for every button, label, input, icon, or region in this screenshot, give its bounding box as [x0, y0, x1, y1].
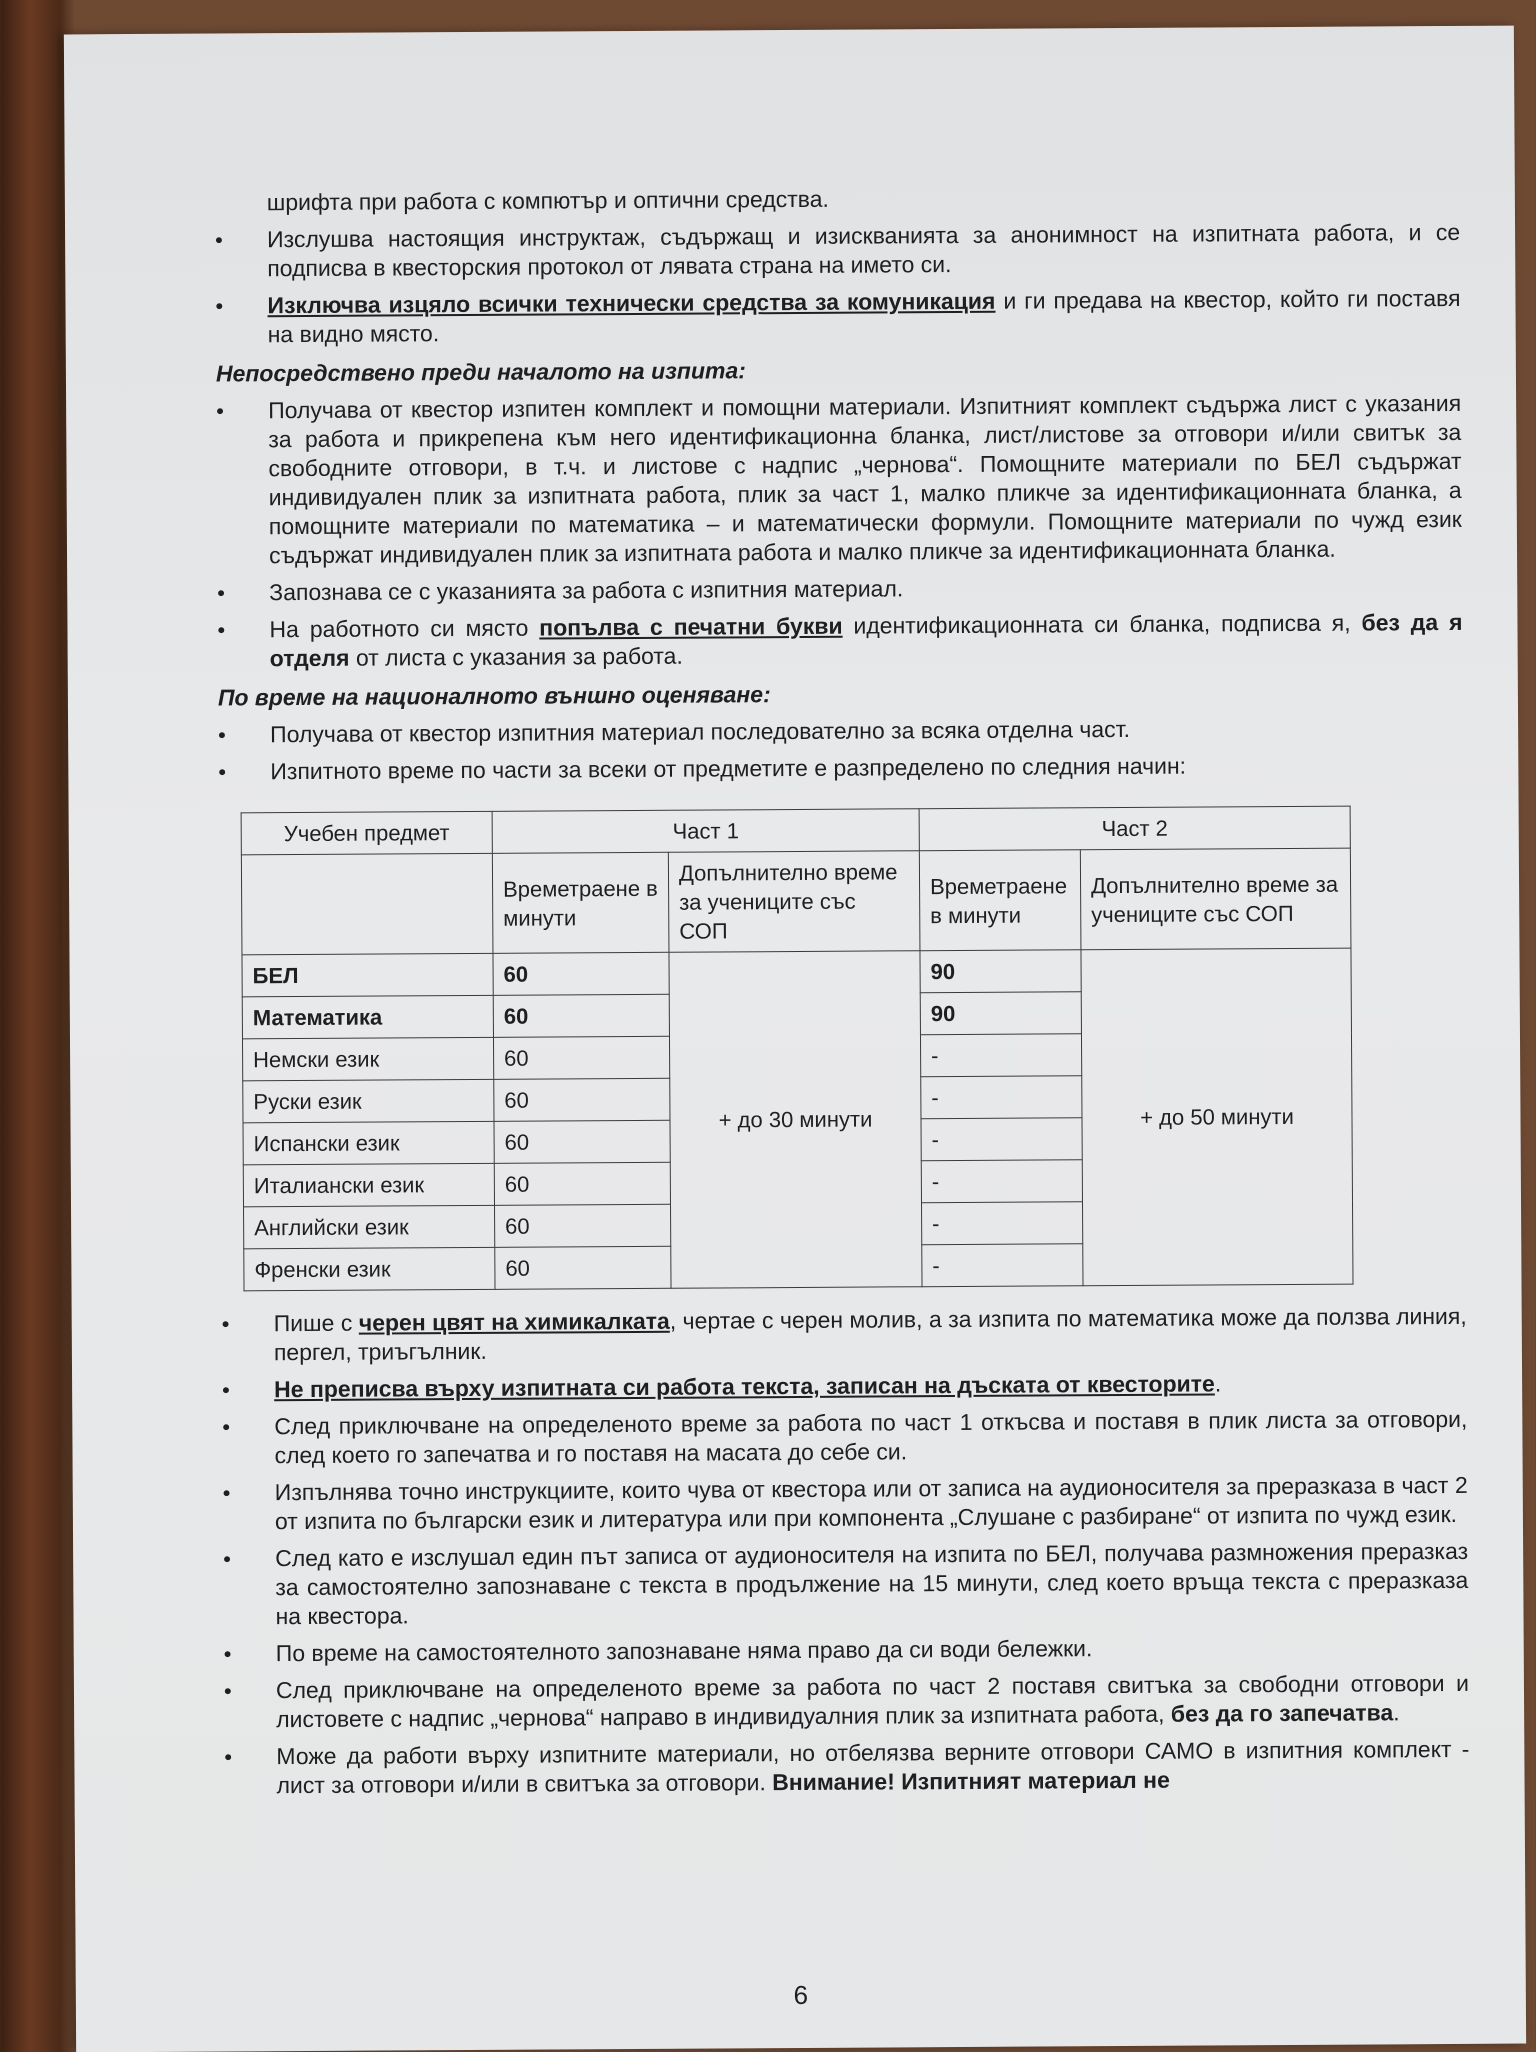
bullet-receive-material: • Получава от квестор изпитния материал последователно за всяка отделна част.	[218, 713, 1463, 750]
bullet-listen-instructions: • Изслушва настоящия инструктаж, съдържащ и изискванията за анонимност на изпитната работа, и се подписва в квесторския протокол от лявата страна на името си.	[215, 218, 1460, 284]
bullet-switch-off-devices: • Изключва изцяло всички технически средства за комуникация и ги предава на квестор, който ги поставя на видно място.	[215, 284, 1460, 350]
bullet-black-pen: • Пише с черен цвят на химикалката, чертае с черен молив, а за изпита по математика може да ползва линия, пергел, триъгълник.	[222, 1302, 1467, 1368]
header-extra-part2: Допълнително време за учениците със СОП	[1080, 848, 1351, 950]
bold-underlined-text: Изключва изцяло всички технически средства за комуникация	[267, 287, 996, 319]
section-heading-during-exam: По време на националното външно оценяване:	[217, 681, 771, 711]
header-extra-part1: Допълнително време за учениците със СОП	[668, 851, 920, 953]
page-number: 6	[793, 1979, 809, 2011]
bullet-time-distribution: • Изпитното време по части за всеки от предметите е разпределено по следния начин:	[218, 750, 1463, 787]
header-time-part2: Времетраене в минути	[919, 850, 1081, 951]
table-row: Немски език 60 -	[242, 1032, 1351, 1081]
bullet-mark-answers: • Може да работи върху изпитните материали, но отбелязва верните отговори САМО в изпитния комплект - лист за отговори и/или в свитъка за отговори. Внимание! Изпитният материал не	[224, 1735, 1469, 1801]
bullet-receive-exam-set: • Получава от квестор изпитен комплект и помощни материали. Изпитният комплект съдържа лист с указания за работа и прикрепена към него идентификационна бланка, лист/листове за отговори и/или свитък за свободните отговори, в т.ч. и листове с надпис „чернова“. Помощните материали по БЕЛ съдържат индивидуален плик за изпитната работа, плик за част 1, малко пликче за идентификационната бланка, а помощните материали по математика – и математически формули. Помощните материали по чужд език съдържат индивидуален плик за изпитната работа и малко пликче за идентификационната бланка.	[216, 389, 1462, 571]
table-row: Руски език 60 -	[243, 1074, 1352, 1123]
table-row: БЕЛ 60 + до 30 минути 90 + до 50 минути	[242, 948, 1351, 997]
bullet-read-instructions: • Запознава се с указанията за работа с изпитния материал.	[217, 571, 1462, 608]
exam-time-table	[241, 806, 1354, 1292]
table-row: Италиански език 60 -	[243, 1158, 1352, 1207]
extra-time-part1: + до 30 минути	[669, 951, 922, 1289]
bullet-follow-audio: • Изпълнява точно инструкциите, които чува от квестора или от записа на аудионосителя за преразказа в част 2 от изпита по български език и литература или при компонента „Слушане с разбиране“ от изпита по чужд език.	[223, 1471, 1468, 1537]
bullet-part1-envelope: • След приключване на определеното време за работа по част 1 откъсва и поставя в плик листа за отговори, след което го запечатва и го поставя на масата до себе си.	[222, 1405, 1467, 1471]
page-content	[215, 181, 1470, 1801]
header-part1: Част 1	[492, 809, 919, 854]
continued-line: шрифта при работа с компютър и оптични средства.	[266, 185, 829, 216]
table-row: Английски език 60 -	[244, 1200, 1353, 1249]
bullet-fill-id-form: • На работното си място попълва с печатни букви идентификационната си бланка, подписва я, без да я отделя от листа с указания за работа.	[217, 608, 1462, 674]
header-part2: Част 2	[919, 806, 1350, 851]
bullet-part2-envelope: • След приключване на определеното време за работа по част 2 поставя свитъка за свободни отговори и листовете с надпис „чернова“ направо в индивидуалния плик за изпитната работа, без да го запечатва.	[224, 1669, 1469, 1735]
extra-time-part2: + до 50 минути	[1081, 948, 1353, 1286]
empty-cell	[241, 853, 493, 955]
after-table-list	[222, 1302, 1470, 1801]
table-row: Френски език 60 -	[244, 1242, 1353, 1291]
bullet-retelling-text: • След като е изслушал един път записа от аудионосителя на изпита по БЕЛ, получава размножения преразказ за самостоятелно запознаване с текста в продължение на 15 минути, след което връща текста с преразказа на квестора.	[223, 1537, 1469, 1632]
section-heading-before-exam: Непосредствено преди началото на изпита:	[215, 357, 746, 387]
bullet-no-notes: • По време на самостоятелното запознаване няма право да си води бележки.	[224, 1632, 1469, 1669]
bullet-no-copy-board: • Не преписва върху изпитната си работа текста, записан на дъската от квесторите.	[222, 1368, 1467, 1405]
header-time-part1: Времетраене в минути	[492, 852, 669, 953]
document-page	[64, 26, 1526, 2052]
table-row: Испански език 60 -	[243, 1116, 1352, 1165]
header-subject: Учебен предмет	[241, 811, 492, 855]
table-row: Математика 60 90	[242, 990, 1351, 1039]
